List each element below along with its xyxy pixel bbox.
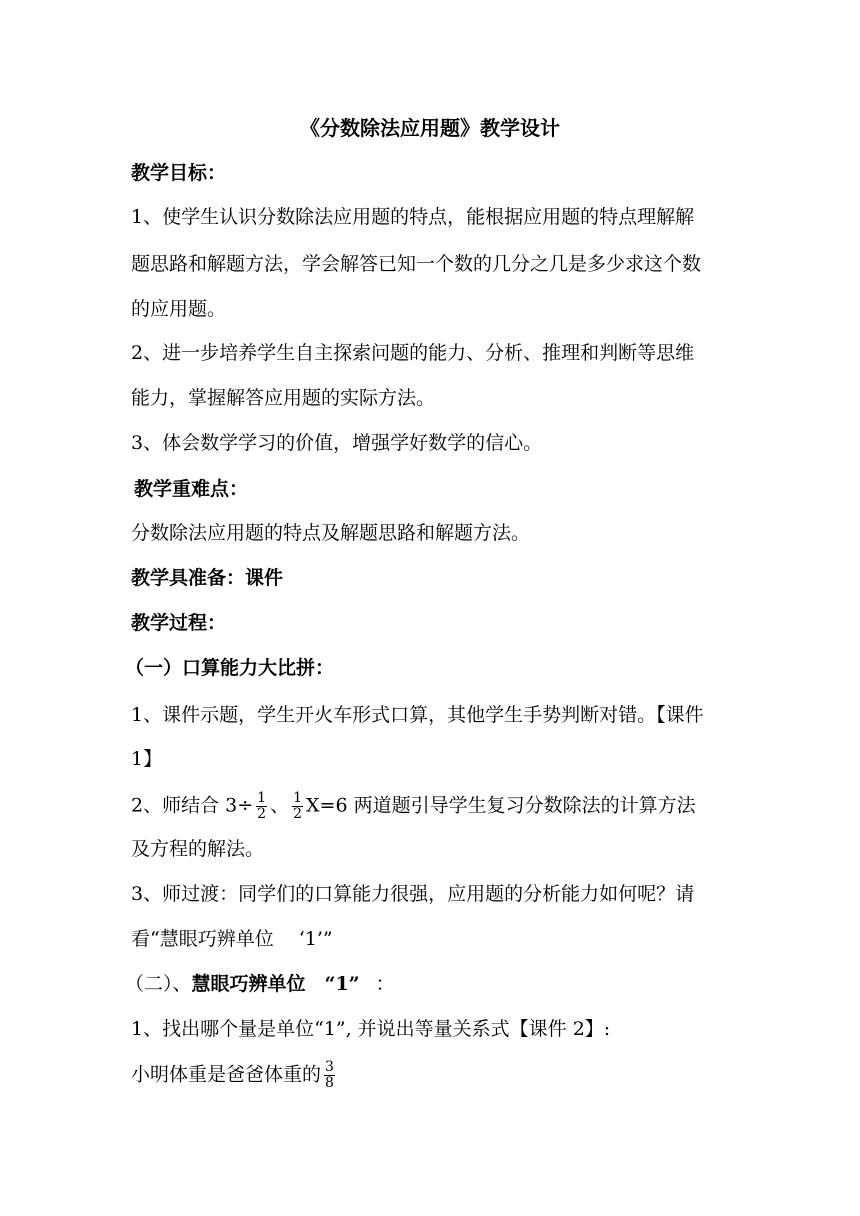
section-2-prefix: （二）、 bbox=[125, 973, 192, 995]
section-1-item-1-line-2: 1】 bbox=[131, 748, 163, 770]
fraction-one-half-b bbox=[292, 791, 303, 822]
key-points-text: 分数除法应用题的特点及解题思路和解题方法。 bbox=[131, 522, 531, 544]
objective-3-line-1: 3、体会数学学习的价值，增强学好数学的信心。 bbox=[131, 432, 543, 454]
section-2-item-1: 1、找出哪个量是单位“1”, 并说出等量关系式【课件 2】: bbox=[131, 1018, 611, 1040]
document-title: 《分数除法应用题》教学设计 bbox=[300, 116, 560, 140]
item-2-separator: 、 bbox=[270, 794, 290, 817]
fraction-denominator: 2 bbox=[293, 806, 302, 822]
fraction-denominator: 8 bbox=[325, 1075, 334, 1091]
objective-1-line-1: 1、使学生认识分数除法应用题的特点，能根据应用题的特点理解解 bbox=[131, 206, 695, 228]
section-2-heading: 慧眼巧辨单位 “1” bbox=[191, 973, 360, 995]
section-1-heading: （一）口算能力大比拼： bbox=[125, 657, 335, 679]
process-heading: 教学过程： bbox=[131, 612, 227, 634]
materials-line: 教学具准备：课件 bbox=[131, 567, 284, 589]
objective-1-line-2: 题思路和解题方法，学会解答已知一个数的几分之几是多少求这个数 bbox=[131, 253, 702, 275]
key-points-heading: 教学重难点： bbox=[134, 478, 249, 500]
item-2-suffix: X=6 两道题引导学生复习分数除法的计算方法 bbox=[306, 794, 696, 817]
objective-1-line-3: 的应用题。 bbox=[131, 298, 227, 320]
fraction-one-half-a bbox=[256, 791, 267, 822]
fraction-three-eighths bbox=[324, 1060, 335, 1091]
section-2-suffix: ： bbox=[375, 973, 395, 995]
item-2-prefix: 2、师结合 3÷ bbox=[131, 794, 254, 817]
objective-2-line-1: 2、进一步培养学生自主探索问题的能力、分析、推理和判断等思维 bbox=[131, 342, 695, 364]
section-1-item-1-line-1: 1、课件示题，学生开火车形式口算，其他学生手势判断对错。【课件 bbox=[131, 704, 704, 726]
objective-2-line-2: 能力，掌握解答应用题的实际方法。 bbox=[131, 387, 436, 409]
example-text: 小明体重是爸爸体重的 bbox=[131, 1063, 322, 1086]
fraction-numerator: 1 bbox=[293, 790, 302, 806]
objectives-heading: 教学目标： bbox=[131, 162, 227, 184]
section-1-item-2-line-1 bbox=[131, 791, 696, 822]
section-2-example-line bbox=[131, 1060, 338, 1091]
fraction-numerator: 3 bbox=[325, 1059, 334, 1075]
section-1-item-3-line-2: 看“慧眼巧辨单位 ‘1’” bbox=[131, 928, 333, 950]
section-2-heading-line bbox=[125, 971, 395, 997]
section-1-item-3-line-1: 3、师过渡：同学们的口算能力很强，应用题的分析能力如何呢？请 bbox=[131, 883, 695, 905]
fraction-denominator: 2 bbox=[257, 806, 267, 822]
section-1-item-2-line-2: 及方程的解法。 bbox=[131, 838, 265, 860]
fraction-numerator: 1 bbox=[257, 790, 267, 806]
